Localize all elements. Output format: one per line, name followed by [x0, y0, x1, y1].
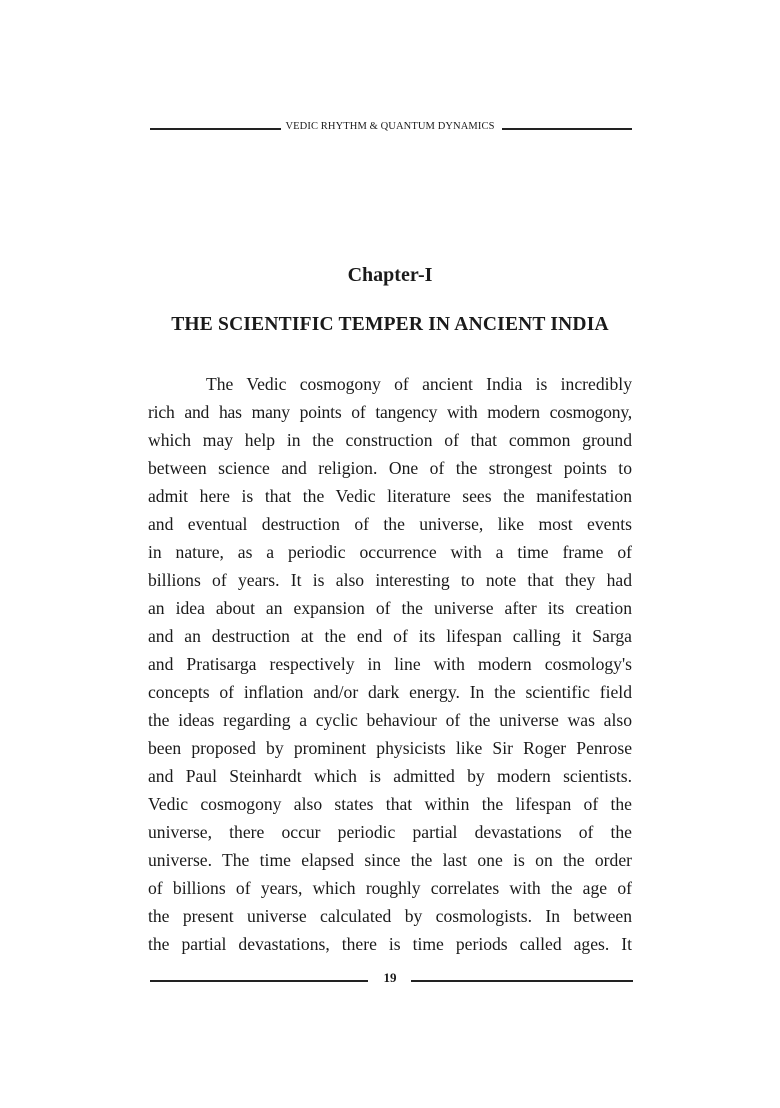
body-line: Vedic cosmogony also states that within the lifespan of the	[148, 794, 632, 814]
running-title: VEDIC RHYTHM & QUANTUM DYNAMICS	[281, 121, 498, 132]
body-line: admit here is that the Vedic literature sees the manifestation	[148, 486, 632, 506]
running-header	[0, 121, 780, 132]
page-number: 19	[383, 970, 397, 985]
body-line: and eventual destruction of the universe, like most events	[148, 514, 632, 534]
body-line: and Paul Steinhardt which is admitted by modern scientists.	[148, 766, 632, 786]
body-line: the ideas regarding a cyclic behaviour of the universe was also	[148, 710, 632, 730]
body-line: universe, there occur periodic partial devastations of the	[148, 822, 632, 842]
body-text	[148, 370, 632, 958]
body-line: concepts of inflation and/or dark energy. In the scientific field	[148, 682, 632, 702]
body-line: universe. The time elapsed since the last one is on the order	[148, 850, 632, 870]
body-line: of billions of years, which roughly correlates with the age of	[148, 878, 632, 898]
body-line: rich and has many points of tangency with modern cosmogony,	[148, 402, 632, 422]
body-line: The Vedic cosmogony of ancient India is incredibly	[206, 374, 632, 394]
body-line: the partial devastations, there is time periods called ages. It	[148, 934, 632, 954]
body-line: been proposed by prominent physicists like Sir Roger Penrose	[148, 738, 632, 758]
body-line: and Pratisarga respectively in line with modern cosmology's	[148, 654, 632, 674]
body-line: and an destruction at the end of its lifespan calling it Sarga	[148, 626, 632, 646]
body-line: in nature, as a periodic occurrence with a time frame of	[148, 542, 632, 562]
body-line: an idea about an expansion of the universe after its creation	[148, 598, 632, 618]
body-line: which may help in the construction of that common ground	[148, 430, 632, 450]
body-line: billions of years. It is also interesting to note that they had	[148, 570, 632, 590]
chapter-label: Chapter-I	[347, 264, 433, 286]
body-line: between science and religion. One of the strongest points to	[148, 458, 632, 478]
chapter-title: THE SCIENTIFIC TEMPER IN ANCIENT INDIA	[171, 314, 609, 335]
body-line: the present universe calculated by cosmologists. In between	[148, 906, 632, 926]
